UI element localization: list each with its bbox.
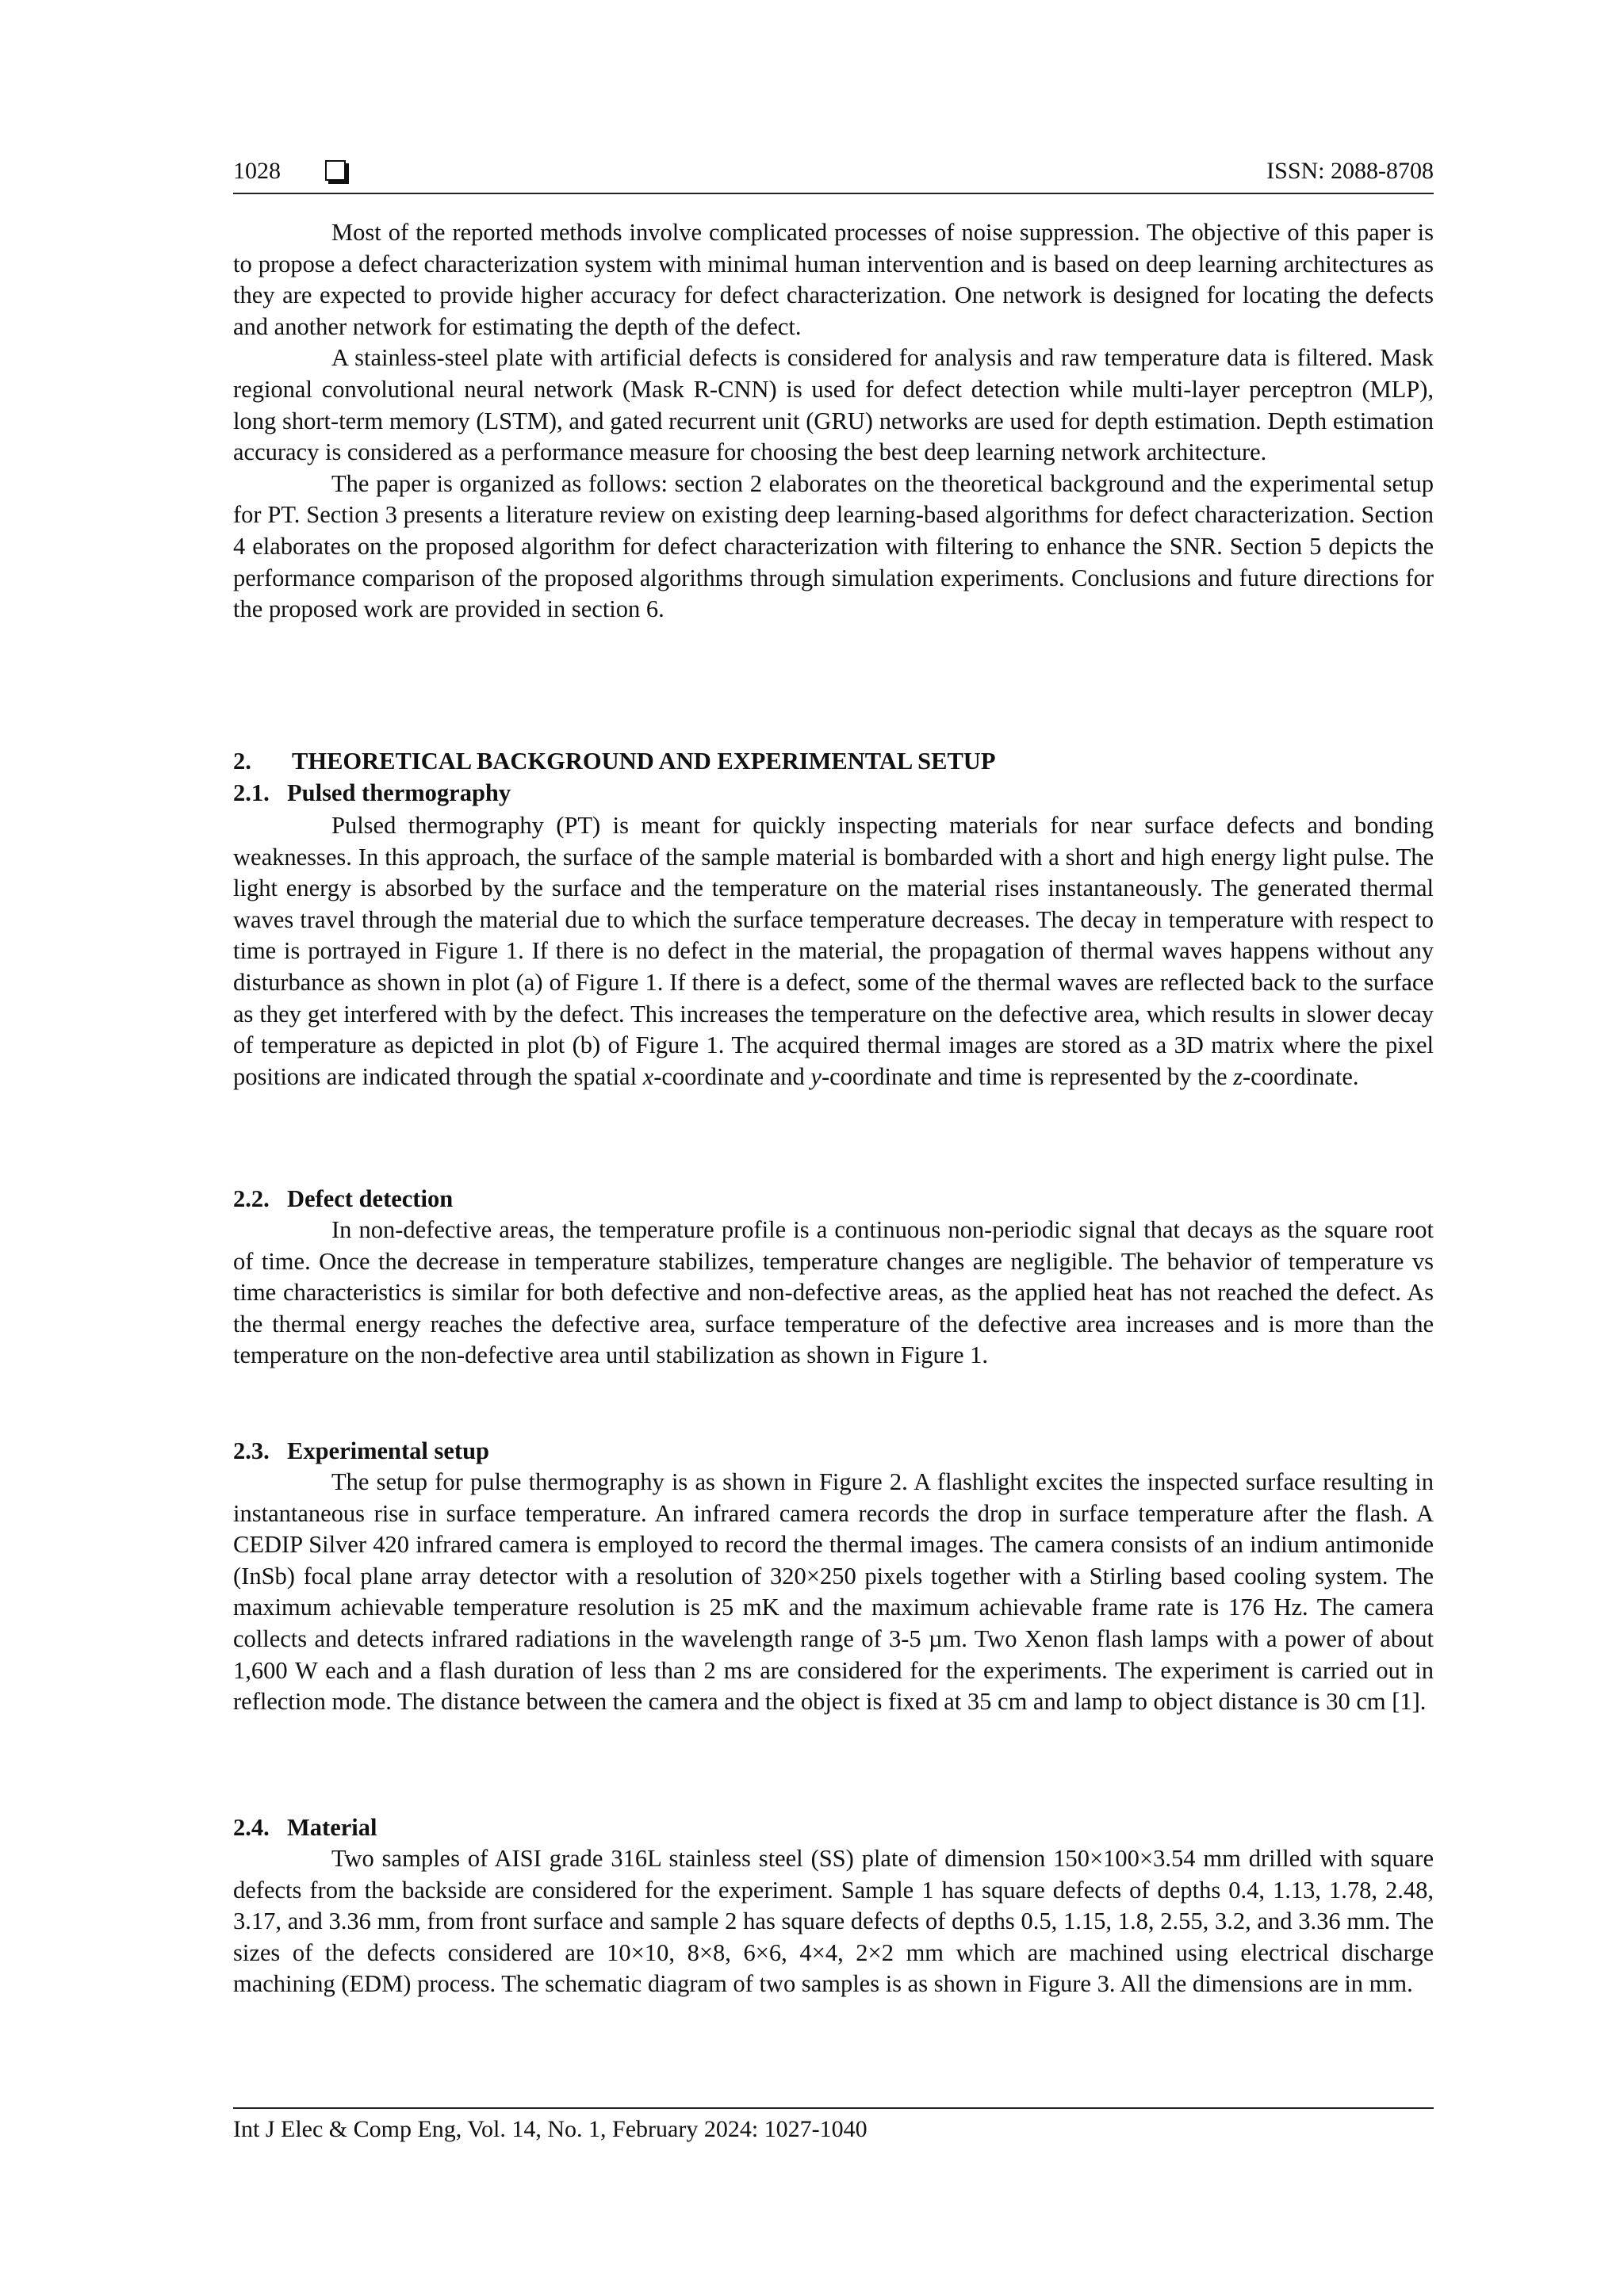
subsection-2-3-body — [233, 1467, 1434, 1718]
subsection-2-3-heading — [233, 1435, 489, 1467]
material-paragraph: Two samples of AISI grade 316L stainless steel (SS) plate of dimension 150×100×3.54 mm drilled with square defects from the backside are considered for the experiment. Sample 1 has square defects of depths 0.4, 1.13, 1.78, 2.48, 3.17, and 3.36 mm, from front surface and sample 2 has square defects of depths 0.5, 1.15, 1.8, 2.55, 3.2, and 3.36 mm. The sizes of the defects considered are 10×10, 8×8, 6×6, 4×4, 2×2 mm which are machined using electrical discharge machining (EDM) process. The schematic diagram of two samples is as shown in Figure 3. All the dimensions are in mm. — [233, 1845, 1434, 1998]
section-title: THEORETICAL BACKGROUND AND EXPERIMENTAL SETUP — [292, 748, 996, 775]
subsection-number: 2.4. — [233, 1814, 270, 1841]
pulsed-thermography-paragraph — [233, 810, 1434, 1093]
subsection-number: 2.3. — [233, 1437, 270, 1464]
section-2-heading — [233, 745, 995, 777]
intro-paragraph-3: The paper is organized as follows: section 2 elaborates on the theoretical background and the experimental setup for PT. Section 3 presents a literature review on existing deep learning-based algorithms for defect characterization. Section 4 elaborates on the proposed algorithm for defect characterization with filtering to enhance the SNR. Section 5 depicts the performance comparison of the proposed algorithms through simulation experiments. Conclusions and future directions for the proposed work are provided in section 6. — [233, 469, 1434, 623]
subsection-title: Experimental setup — [287, 1437, 490, 1464]
experimental-setup-paragraph: The setup for pulse thermography is as shown in Figure 2. A flashlight excites the inspected surface resulting in instantaneous rise in surface temperature. An infrared camera records the drop in surface temperature after the flash. A CEDIP Silver 420 infrared camera is employed to record the thermal images. The camera consists of an indium antimonide (InSb) focal plane array detector with a resolution of 320×250 pixels together with a Stirling based cooling system. The maximum achievable temperature resolution is 25 mK and the maximum achievable frame rate is 176 Hz. The camera collects and detects infrared radiations in the wavelength range of 3-5 µm. Two Xenon flash lamps with a power of about 1,600 W each and a flash duration of less than 2 ms are considered for the experiments. The experiment is carried out in reflection mode. The distance between the camera and the object is fixed at 35 cm and lamp to object distance is 30 cm [1]. — [233, 1468, 1434, 1716]
page-number: 1028 — [233, 158, 281, 184]
subsection-title: Material — [287, 1814, 377, 1841]
defect-detection-paragraph: In non-defective areas, the temperature profile is a continuous non-periodic signal that decays as the square root of time. Once the decrease in temperature stabilizes, temperature changes are negligible. The behavior of temperature vs time characteristics is similar for both defective and non-defective areas, as the applied heat has not reached the defect. As the thermal energy reaches the defective area, surface temperature of the defective area increases and is more than the temperature on the non-defective area until stabilization as shown in Figure 1. — [233, 1216, 1434, 1369]
subsection-2-1-body — [233, 810, 1434, 1093]
header-rule — [233, 193, 1434, 194]
paragraph-text-part: -coordinate and time is represented by the — [821, 1062, 1234, 1090]
paragraph-text-part: -coordinate and — [653, 1062, 811, 1090]
subsection-2-4-heading — [233, 1812, 377, 1843]
subsection-number: 2.2. — [233, 1185, 270, 1212]
y-coordinate-symbol: y — [810, 1062, 822, 1090]
subsection-2-2-heading — [233, 1183, 453, 1215]
subsection-number: 2.1. — [233, 779, 270, 806]
issn-label: ISSN: 2088-8708 — [1266, 158, 1434, 184]
footer-rule — [233, 2107, 1434, 2109]
subsection-2-1-heading — [233, 777, 511, 809]
paragraph-text-part: -coordinate. — [1242, 1062, 1359, 1090]
paragraph-text-part: Pulsed thermography (PT) is meant for quickly inspecting materials for near surface defects and bonding weaknesses. In this approach, the surface of the sample material is bombarded with a short and high energy light pulse. The light energy is absorbed by the surface and the temperature on the material rises instantaneously. The generated thermal waves travel through the material due to which the surface temperature decreases. The decay in temperature with respect to time is portrayed in Figure 1. If there is no defect in the material, the propagation of thermal waves happens without any disturbance as shown in plot (a) of Figure 1. If there is a defect, some of the thermal waves are reflected back to the surface as they get interfered with by the defect. This increases the temperature on the defective area, which results in slower decay of temperature as depicted in plot (b) of Figure 1. The acquired thermal images are stored as a 3D matrix where the pixel positions are indicated through the spatial — [233, 812, 1434, 1090]
intro-text — [233, 217, 1434, 626]
intro-paragraph-1: Most of the reported methods involve complicated processes of noise suppression. The objective of this paper is to propose a defect characterization system with minimal human intervention and is based on deep learning architectures as they are expected to provide higher accuracy for defect characterization. One network is designed for locating the defects and another network for estimating the depth of the defect. — [233, 219, 1434, 340]
intro-paragraph-2: A stainless-steel plate with artificial defects is considered for analysis and raw temperature data is filtered. Mask regional convolutional neural network (Mask R-CNN) is used for defect detection while multi-layer perceptron (MLP), long short-term memory (LSTM), and gated recurrent unit (GRU) networks are used for depth estimation. Depth estimation accuracy is considered as a performance measure for choosing the best deep learning network architecture. — [233, 344, 1434, 466]
page-header — [233, 155, 1434, 195]
subsection-title: Pulsed thermography — [287, 779, 511, 806]
journal-citation: Int J Elec & Comp Eng, Vol. 14, No. 1, February 2024: 1027-1040 — [233, 2116, 868, 2142]
subsection-title: Defect detection — [287, 1185, 454, 1212]
section-number: 2. — [233, 748, 251, 775]
subsection-2-4-body — [233, 1843, 1434, 2000]
subsection-2-2-body — [233, 1215, 1434, 1372]
x-coordinate-symbol: x — [642, 1062, 654, 1090]
z-coordinate-symbol: z — [1233, 1062, 1243, 1090]
square-box-icon — [325, 160, 346, 181]
